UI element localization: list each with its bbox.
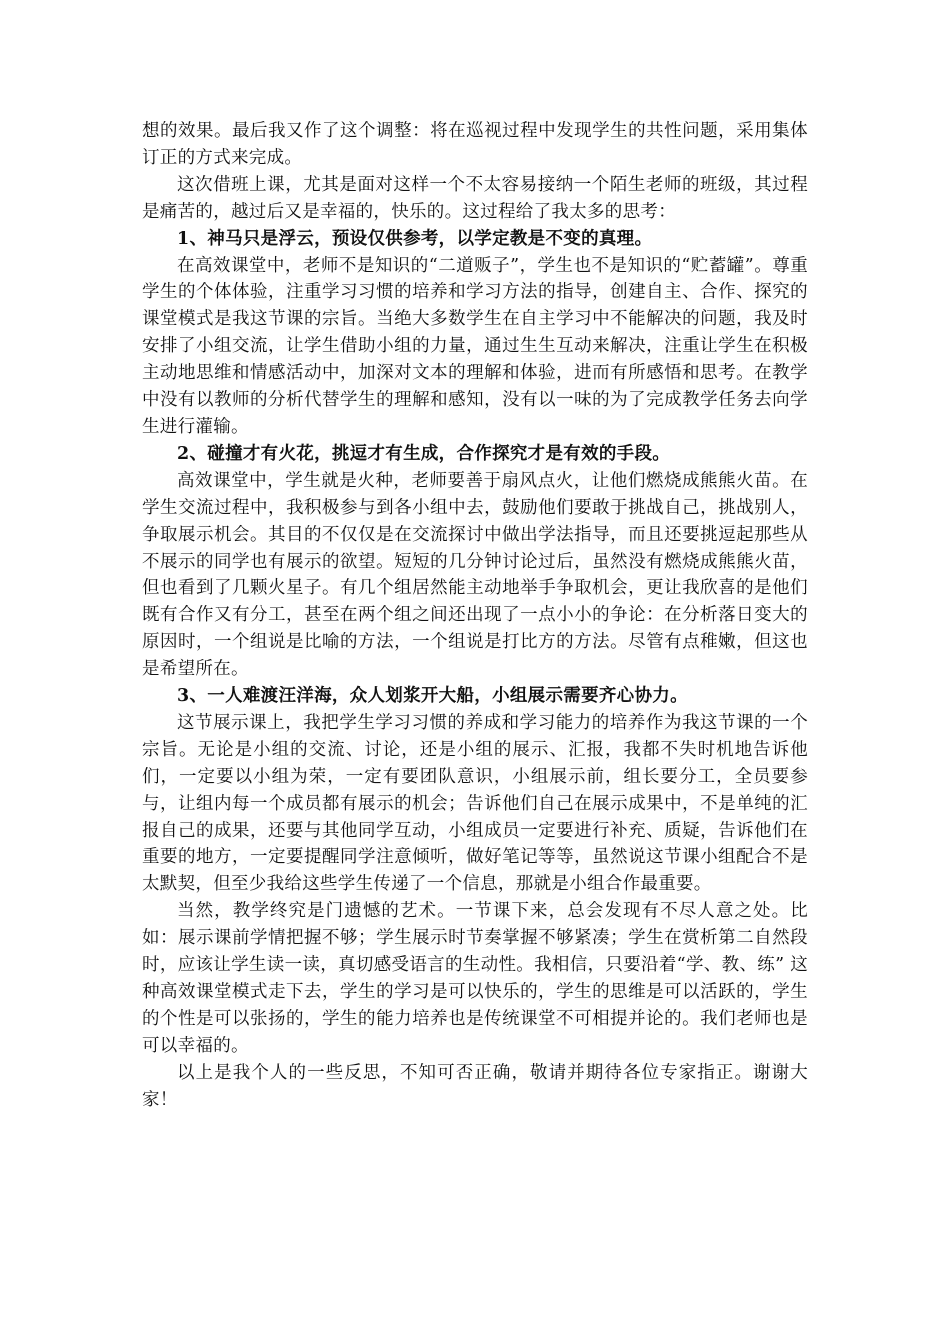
paragraph-section-3: 这节展示课上，我把学生学习习惯的养成和学习能力的培养作为我这节课的一个宗旨。无论是小组的交流、讨论，还是小组的展示、汇报，我都不失时机地告诉他们，一定要以小组为荣，一定有要团队意识，小组展示前，组长要分工，全员要参与，让组内每一个成员都有展示的机会；告诉他们自己在展示成果中，不是单纯的汇报自己的成果，还要与其他同学互动，小组成员一定要进行补充、质疑，告诉他们在重要的地方，一定要提醒同学注意倾听，做好笔记等等，虽然说这节课小组配合不是太默契，但至少我给这些学生传递了一个信息，那就是小组合作最重要。: [142, 712, 808, 895]
paragraph-intro: 这次借班上课，尤其是面对这样一个不太容易接纳一个陌生老师的班级，其过程是痛苦的，越过后又是幸福的，快乐的。这过程给了我太多的思考：: [142, 174, 808, 222]
document-body: [142, 118, 808, 1114]
paragraph-continuation: 想的效果。最后我又作了这个调整：将在巡视过程中发现学生的共性问题，采用集体订正的方式来完成。: [142, 121, 808, 168]
section-heading-3: 3、一人难渡汪洋海，众人划浆开大船，小组展示需要齐心协力。: [177, 686, 688, 707]
section-heading-2: 2、碰撞才有火花，挑逗才有生成，合作探究才是有效的手段。: [177, 443, 671, 464]
paragraph-section-2: 高效课堂中，学生就是火种，老师要善于扇风点火，让他们燃烧成熊熊火苗。在学生交流过程中，我积极参与到各小组中去，鼓励他们要敢于挑战自己，挑战别人，争取展示机会。其目的不仅仅是在交流探讨中做出学法指导，而且还要挑逗起那些从不展示的同学也有展示的欲望。短短的几分钟讨论过后，虽然没有燃烧成熊熊火苗，但也看到了几颗火星子。有几个组居然能主动地举手争取机会，更让我欣喜的是他们既有合作又有分工，甚至在两个组之间还出现了一点小小的争论：在分析落日变大的原因时，一个组说是比喻的方法，一个组说是打比方的方法。尽管有点稚嫩，但这也是希望所在。: [142, 470, 808, 680]
paragraph-reflection: 当然，教学终究是门遗憾的艺术。一节课下来，总会发现有不尽人意之处。比如：展示课前学情把握不够；学生展示时节奏掌握不够紧凑；学生在赏析第二自然段时，应该让学生读一读，真切感受语言的生动性。我相信，只要沿着“学、教、练” 这种高效课堂模式走下去，学生的学习是可以快乐的，学生的思维是可以活跃的，学生的个性是可以张扬的，学生的能力培养也是传统课堂不可相提并论的。我们老师也是可以幸福的。: [142, 901, 808, 1056]
section-heading-1: 1、神马只是浮云，预设仅供参考，以学定教是不变的真理。: [177, 228, 653, 249]
paragraph-closing: 以上是我个人的一些反思，不知可否正确，敬请并期待各位专家指正。谢谢大家！: [142, 1062, 808, 1110]
paragraph-section-1: 在高效课堂中，老师不是知识的“二道贩子”，学生也不是知识的“贮蓄罐”。尊重学生的个体体验，注重学习习惯的培养和学习方法的指导，创建自主、合作、探究的课堂模式是我这节课的宗旨。当绝大多数学生在自主学习中不能解决的问题，我及时安排了小组交流，让学生借助小组的力量，通过生生互动来解决，注重让学生在积极主动地思维和情感活动中，加深对文本的理解和体验，进而有所感悟和思考。在教学中没有以教师的分析代替学生的理解和感知，没有以一味的为了完成教学任务去向学生进行灌输。: [142, 255, 808, 437]
